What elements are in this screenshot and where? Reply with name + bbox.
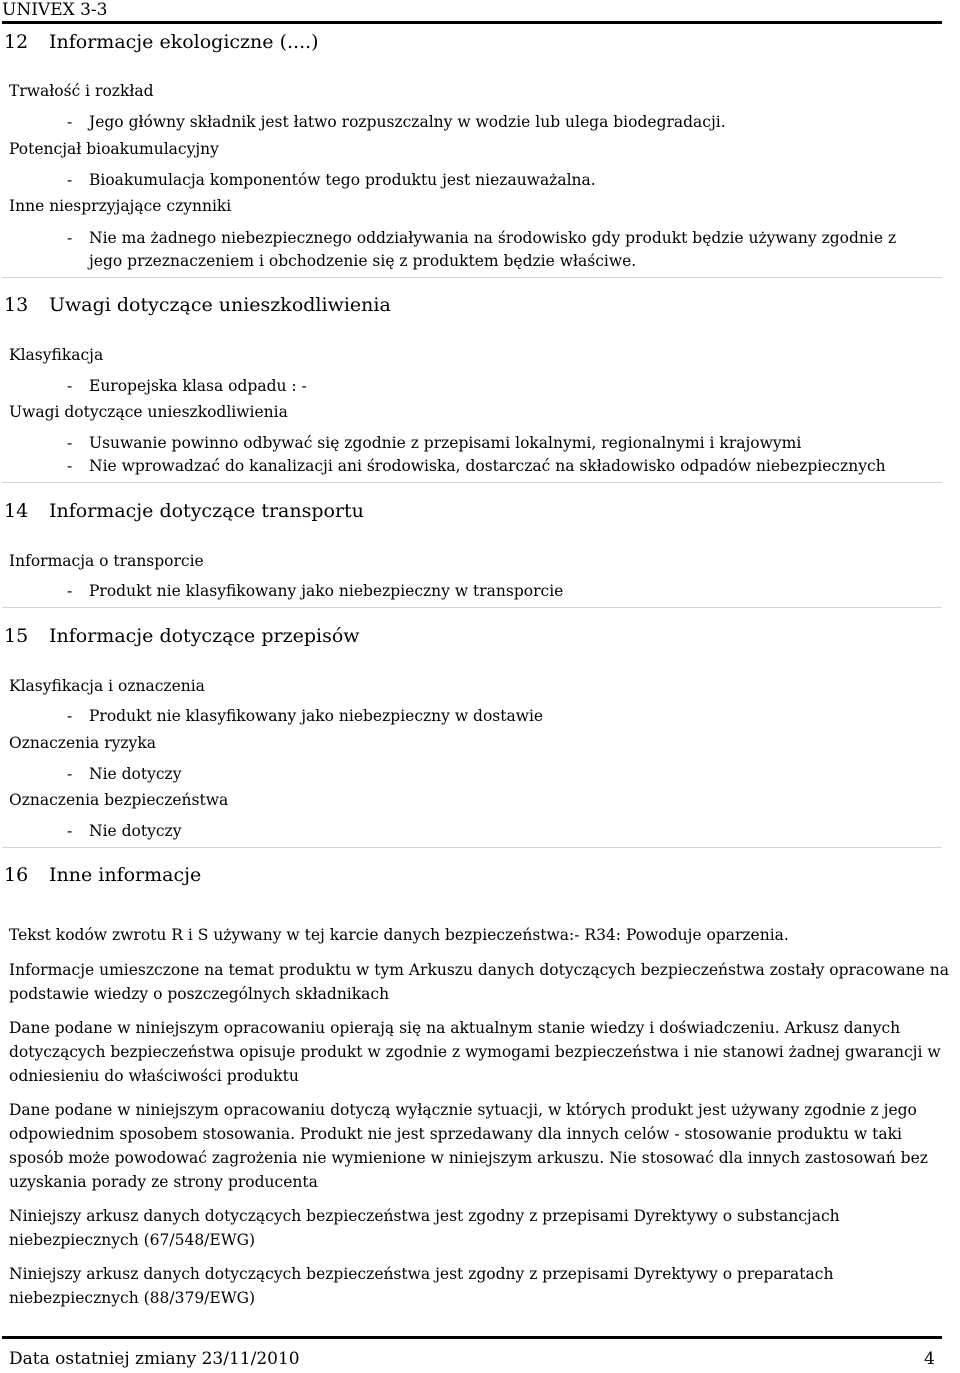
paragraph: Tekst kodów zwrotu R i S używany w tej karcie danych bezpieczeństwa:- R34: Powoduje oparzenia. — [9, 926, 789, 944]
list-item: - Jego główny składnik jest łatwo rozpuszczalny w wodzie lub ulega biodegradacji. — [67, 113, 726, 131]
paragraph: Niniejszy arkusz danych dotyczących bezpieczeństwa jest zgodny z przepisami Dyrektywy o substancjach niebezpiecznych (67/548/EWG) — [9, 1207, 840, 1249]
list-item: - Nie ma żadnego niebezpiecznego oddziaływania na środowisko gdy produkt będzie używany zgodnie z — [67, 229, 897, 247]
list-item: - Bioakumulacja komponentów tego produktu jest niezauważalna. — [67, 171, 596, 189]
page-number: 4 — [924, 1349, 935, 1369]
list-item: - Europejska klasa odpadu : - — [67, 377, 307, 395]
subheading: Klasyfikacja i oznaczenia — [9, 677, 205, 695]
list-item: - Nie dotyczy — [67, 822, 182, 840]
subheading: Potencjał bioakumulacyjny — [9, 140, 219, 158]
section-divider — [2, 482, 942, 483]
subheading: Oznaczenia bezpieczeństwa — [9, 791, 229, 809]
paragraph: Niniejszy arkusz danych dotyczących bezpieczeństwa jest zgodny z przepisami Dyrektywy o preparatach niebezpiecznych (88/379/EWG) — [9, 1265, 834, 1307]
list-item: - Nie wprowadzać do kanalizacji ani środowiska, dostarczać na składowisko odpadów niebezpiecznych — [67, 457, 886, 475]
section-divider — [2, 847, 942, 848]
list-item-continuation: jego przeznaczeniem i obchodzenie się z produktem będzie właściwe. — [89, 252, 637, 270]
section-16-number: 16 — [4, 864, 29, 886]
subheading: Inne niesprzyjające czynniki — [9, 197, 232, 215]
last-change-date: Data ostatniej zmiany 23/11/2010 — [9, 1349, 300, 1369]
list-item: - Produkt nie klasyfikowany jako niebezpieczny w dostawie — [67, 707, 544, 725]
product-name: UNIVEX 3-3 — [2, 0, 108, 20]
paragraph: Informacje umieszczone na temat produktu w tym Arkuszu danych dotyczących bezpieczeństwa zostały opracowane na podstawie wiedzy o poszczególnych składnikach — [9, 961, 950, 1003]
section-12-title: Informacje ekologiczne (....) — [49, 31, 319, 53]
list-item: - Produkt nie klasyfikowany jako niebezpieczny w transporcie — [67, 582, 564, 600]
subheading: Uwagi dotyczące unieszkodliwienia — [9, 403, 288, 421]
list-item: - Usuwanie powinno odbywać się zgodnie z przepisami lokalnymi, regionalnymi i krajowymi — [67, 434, 802, 452]
section-divider — [2, 277, 942, 278]
section-divider — [2, 607, 942, 608]
paragraph: Dane podane w niniejszym opracowaniu opierają się na aktualnym stanie wiedzy i doświadczeniu. Arkusz danych dotyczących bezpieczeństwa opisuje produkt w zgodnie z wymogami bezpieczeństwa i nie stanowi żadnej gwarancji w odniesieniu do właściwości produktu — [9, 1019, 941, 1085]
header-rule — [2, 21, 942, 24]
section-15-title: Informacje dotyczące przepisów — [49, 625, 360, 647]
subheading: Oznaczenia ryzyka — [9, 734, 156, 752]
subheading: Trwałość i rozkład — [9, 82, 154, 100]
section-13-title: Uwagi dotyczące unieszkodliwienia — [49, 294, 391, 316]
list-item: - Nie dotyczy — [67, 765, 182, 783]
section-12-number: 12 — [4, 31, 29, 53]
subheading: Klasyfikacja — [9, 346, 104, 364]
paragraph: Dane podane w niniejszym opracowaniu dotyczą wyłącznie sytuacji, w których produkt jest używany zgodnie z jego odpowiednim sposobem stosowania. Produkt nie jest sprzedawany dla innych celów - stosowanie produktu w taki sposób może powodować zagrożenia nie wymienione w niniejszym arkuszu. Nie stosować dla innych zastosowań bez uzyskania porady ze strony producenta — [9, 1101, 928, 1191]
section-14-number: 14 — [4, 500, 29, 522]
section-16-title: Inne informacje — [49, 864, 202, 886]
subheading: Informacja o transporcie — [9, 552, 204, 570]
section-15-number: 15 — [4, 625, 29, 647]
footer-rule — [2, 1336, 942, 1339]
section-14-title: Informacje dotyczące transportu — [49, 500, 364, 522]
section-13-number: 13 — [4, 294, 29, 316]
